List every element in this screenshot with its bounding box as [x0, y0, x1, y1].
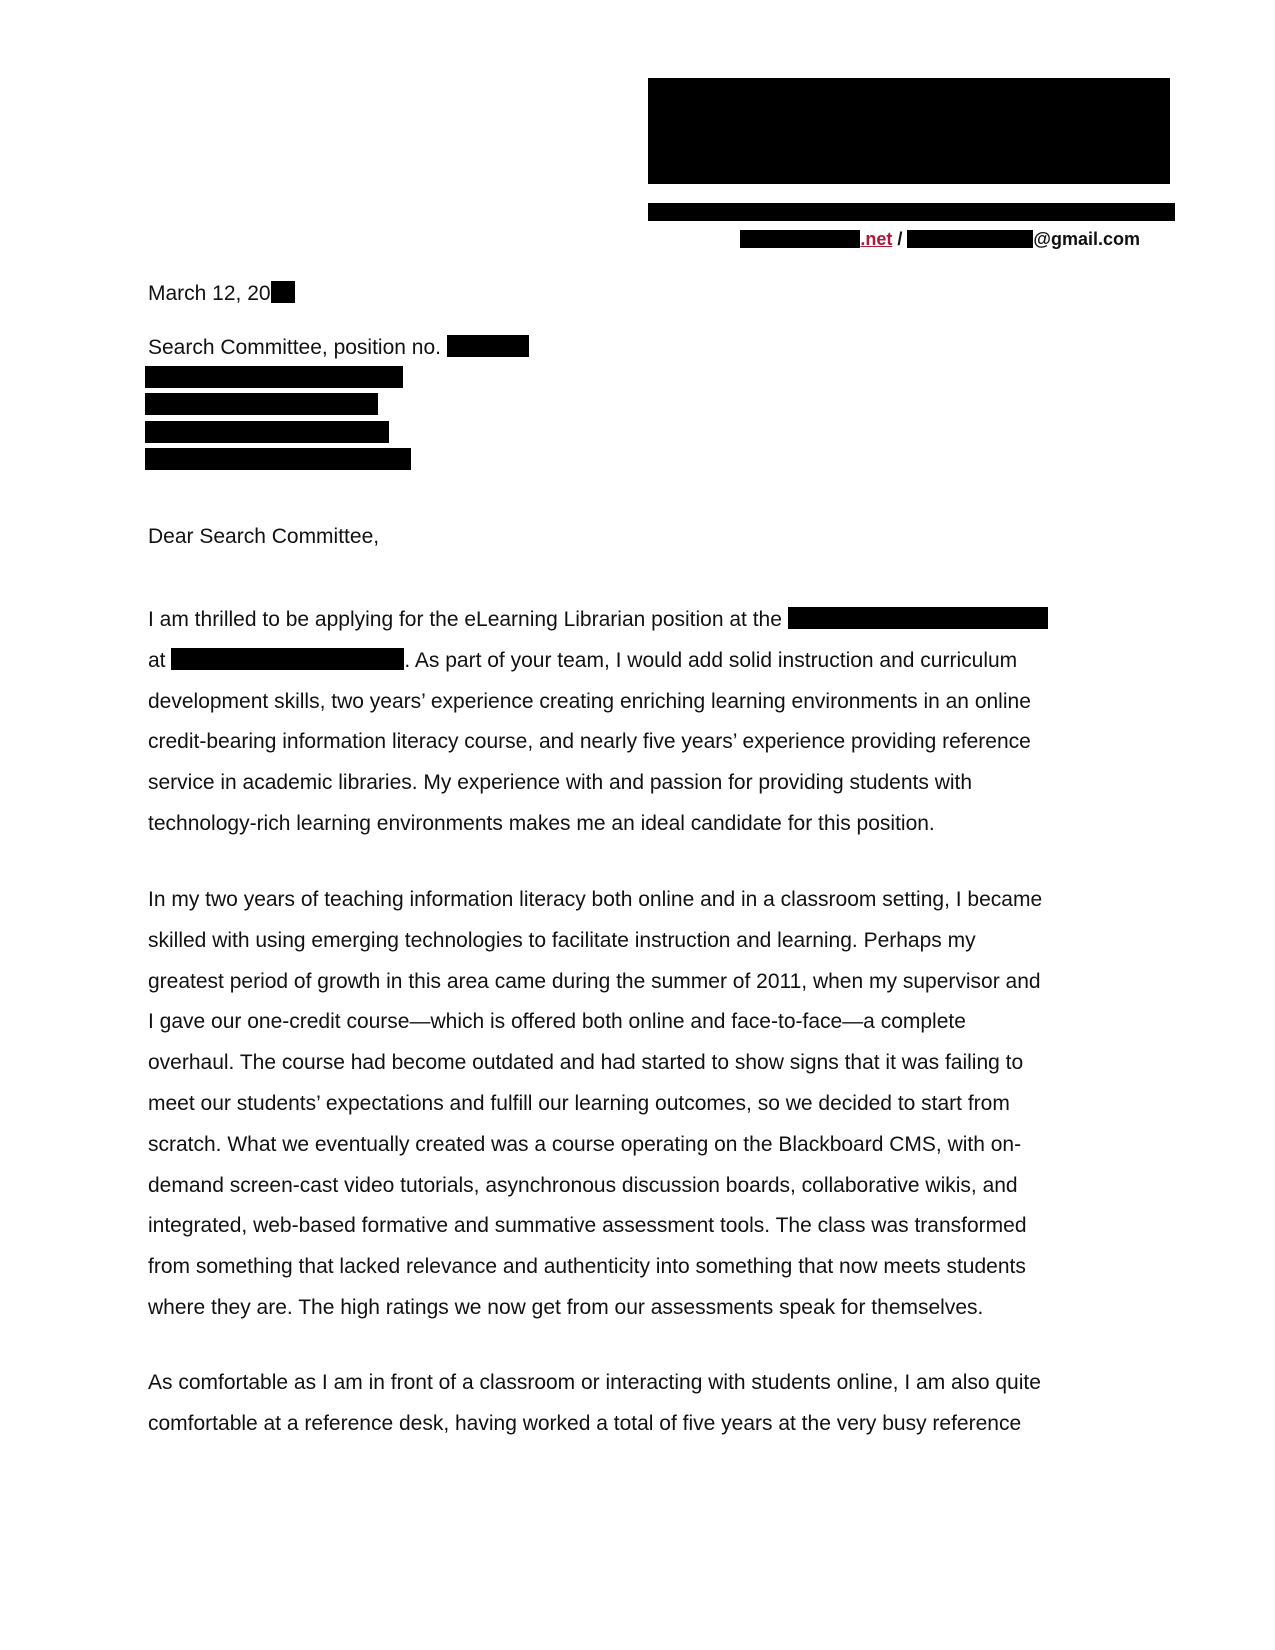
redacted-recipient-line-3 — [145, 393, 378, 415]
salutation: Dear Search Committee, — [148, 525, 380, 548]
body-paragraph-3 — [148, 1363, 1138, 1445]
redacted-location — [171, 648, 404, 670]
p3-line-2: comfortable at a reference desk, having worked a total of five years at the very busy reference — [148, 1411, 1022, 1435]
recipient-line — [148, 335, 529, 361]
p2-line-5: overhaul. The course had become outdated and had started to show signs that it was failing to — [148, 1051, 1024, 1075]
email-domain[interactable]: @gmail.com — [1033, 229, 1140, 249]
body-paragraph-2 — [148, 880, 1138, 1329]
p2-line-6: meet our students’ expectations and fulfill our learning outcomes, so we decided to start from — [148, 1091, 1010, 1115]
redacted-recipient-line-2 — [145, 366, 403, 388]
p2-line-8: demand screen-cast video tutorials, asynchronous discussion boards, collaborative wikis, and — [148, 1173, 1018, 1197]
contact-separator: / — [897, 229, 903, 249]
website-link[interactable]: .net — [860, 229, 893, 249]
redacted-address-bar — [648, 203, 1175, 221]
redacted-year — [271, 281, 295, 303]
redacted-recipient-line-5 — [145, 448, 411, 470]
p2-line-11: where they are. The high ratings we now get from our assessments speak for themselves. — [148, 1295, 984, 1319]
p1-line-2 — [148, 641, 1138, 682]
redacted-institution — [788, 607, 1048, 629]
p2-line-1: In my two years of teaching information literacy both online and in a classroom setting, I became — [148, 888, 1043, 911]
p1-line-6: technology-rich learning environments makes me an ideal candidate for this position. — [148, 811, 935, 835]
redacted-name-block — [648, 78, 1170, 184]
p1-line-2-pre: at — [148, 648, 166, 672]
p1-line-1-text: I am thrilled to be applying for the eLearning Librarian position at the — [148, 608, 782, 631]
redacted-recipient-line-4 — [145, 421, 389, 443]
p1-line-3: development skills, two years’ experience creating enriching learning environments in an online — [148, 689, 1031, 713]
p2-line-9: integrated, web-based formative and summative assessment tools. The class was transformed — [148, 1214, 1027, 1238]
p1-line-4: credit-bearing information literacy course, and nearly five years’ experience providing reference — [148, 730, 1031, 754]
redacted-email-user — [907, 230, 1033, 248]
redacted-position-number — [447, 335, 529, 357]
contact-line — [740, 228, 1140, 250]
recipient-text: Search Committee, position no. — [148, 336, 441, 359]
p3-line-1: As comfortable as I am in front of a classroom or interacting with students online, I am also quite — [148, 1371, 1041, 1394]
p2-line-10: from something that lacked relevance and authenticity into something that now meets students — [148, 1255, 1026, 1279]
p1-line-5: service in academic libraries. My experience with and passion for providing students with — [148, 771, 973, 795]
p1-line-1 — [148, 600, 1138, 641]
p2-line-2: skilled with using emerging technologies to facilitate instruction and learning. Perhaps my — [148, 928, 976, 952]
letter-date — [148, 281, 295, 307]
date-text: March 12, 20 — [148, 282, 271, 305]
p2-line-7: scratch. What we eventually created was a course operating on the Blackboard CMS, with on- — [148, 1132, 1022, 1156]
body-paragraph-1 — [148, 600, 1138, 845]
p2-line-4: I gave our one-credit course—which is offered both online and face-to-face—a complete — [148, 1010, 966, 1034]
redacted-website-name — [740, 230, 860, 248]
p1-line-2-post: . As part of your team, I would add solid instruction and curriculum — [404, 648, 1018, 672]
p2-line-3: greatest period of growth in this area came during the summer of 2011, when my supervisor and — [148, 969, 1041, 993]
